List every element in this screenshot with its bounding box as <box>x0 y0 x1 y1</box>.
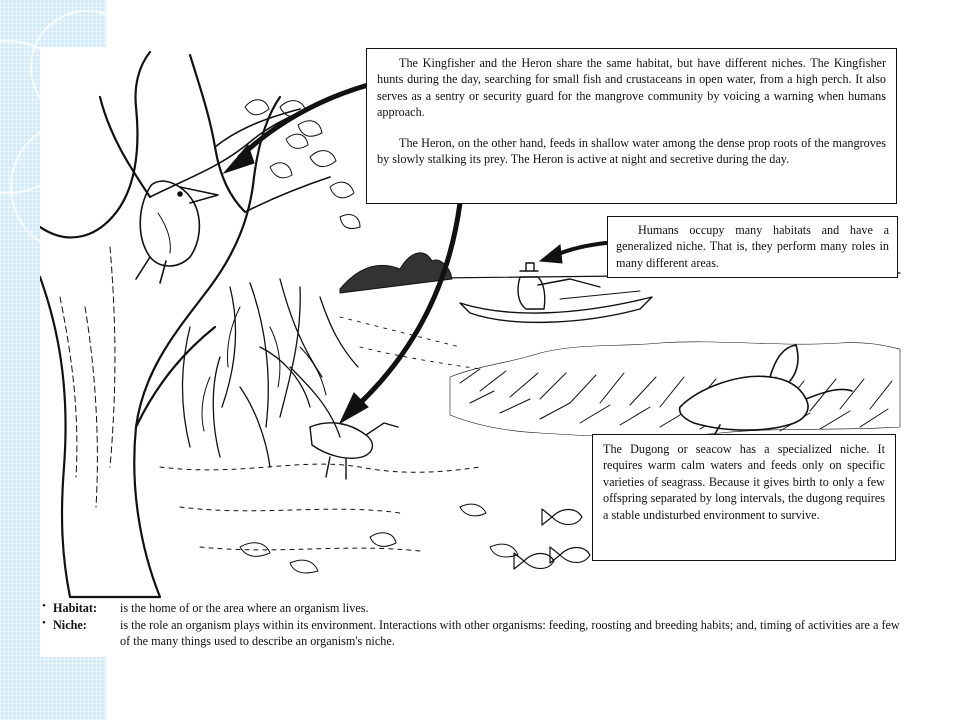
definition-habitat <box>40 600 902 617</box>
mangrove-leaves <box>245 100 360 229</box>
definition-term: Habitat: <box>53 601 98 615</box>
floating-leaves <box>240 504 518 573</box>
humans-note <box>607 216 898 278</box>
definition-text: is the role an organism plays within its environment. Interactions with other organisms: feeding, roosting and breeding habits; and, timing of activities are a few of the many things used to describe an organism's niche. <box>120 617 900 649</box>
definition-text: is the home of or the area where an organism lives. <box>120 601 369 615</box>
definition-niche <box>40 617 902 650</box>
bullet: • <box>42 600 46 612</box>
heron-note-text: The Heron, on the other hand, feeds in shallow water among the dense prop roots of the mangroves by slowly stalking its prey. The Heron is active at night and secretive during the day. <box>377 135 886 167</box>
mangrove-prop-roots <box>183 279 359 467</box>
definitions-list <box>40 600 902 650</box>
arrow-to-human <box>556 243 606 255</box>
bullet: • <box>42 616 46 629</box>
humans-note-text: Humans occupy many habitats and have a generalized niche. That is, they perform many roles in many different areas. <box>616 223 889 270</box>
kingfisher-heron-note <box>366 48 897 204</box>
kingfisher-note-text: The Kingfisher and the Heron share the same habitat, but have different niches. The Kingfisher hunts during the day, searching for small fish and crustaceans in open water, from a high perch. It also serves as a sentry or security guard for the mangrove community by voicing a warning when humans approach. <box>377 56 886 120</box>
tree-trunk <box>40 52 280 597</box>
habitat-niche-figure <box>40 47 902 657</box>
seagrass-bed <box>450 342 900 437</box>
definition-term: Niche: <box>53 617 87 632</box>
distant-island <box>340 253 452 293</box>
dugong-note <box>592 434 896 561</box>
dugong-animal <box>680 345 852 443</box>
small-fish <box>514 509 590 569</box>
arrow-to-heron <box>356 203 460 407</box>
dugong-note-text: The Dugong or seacow has a specialized niche. It requires warm calm waters and feeds only on specific varieties of seagrass. Because it gives birth to only a few offspring separated by long intervals, the dugong requires a stable undisturbed environment to survive. <box>603 442 885 522</box>
